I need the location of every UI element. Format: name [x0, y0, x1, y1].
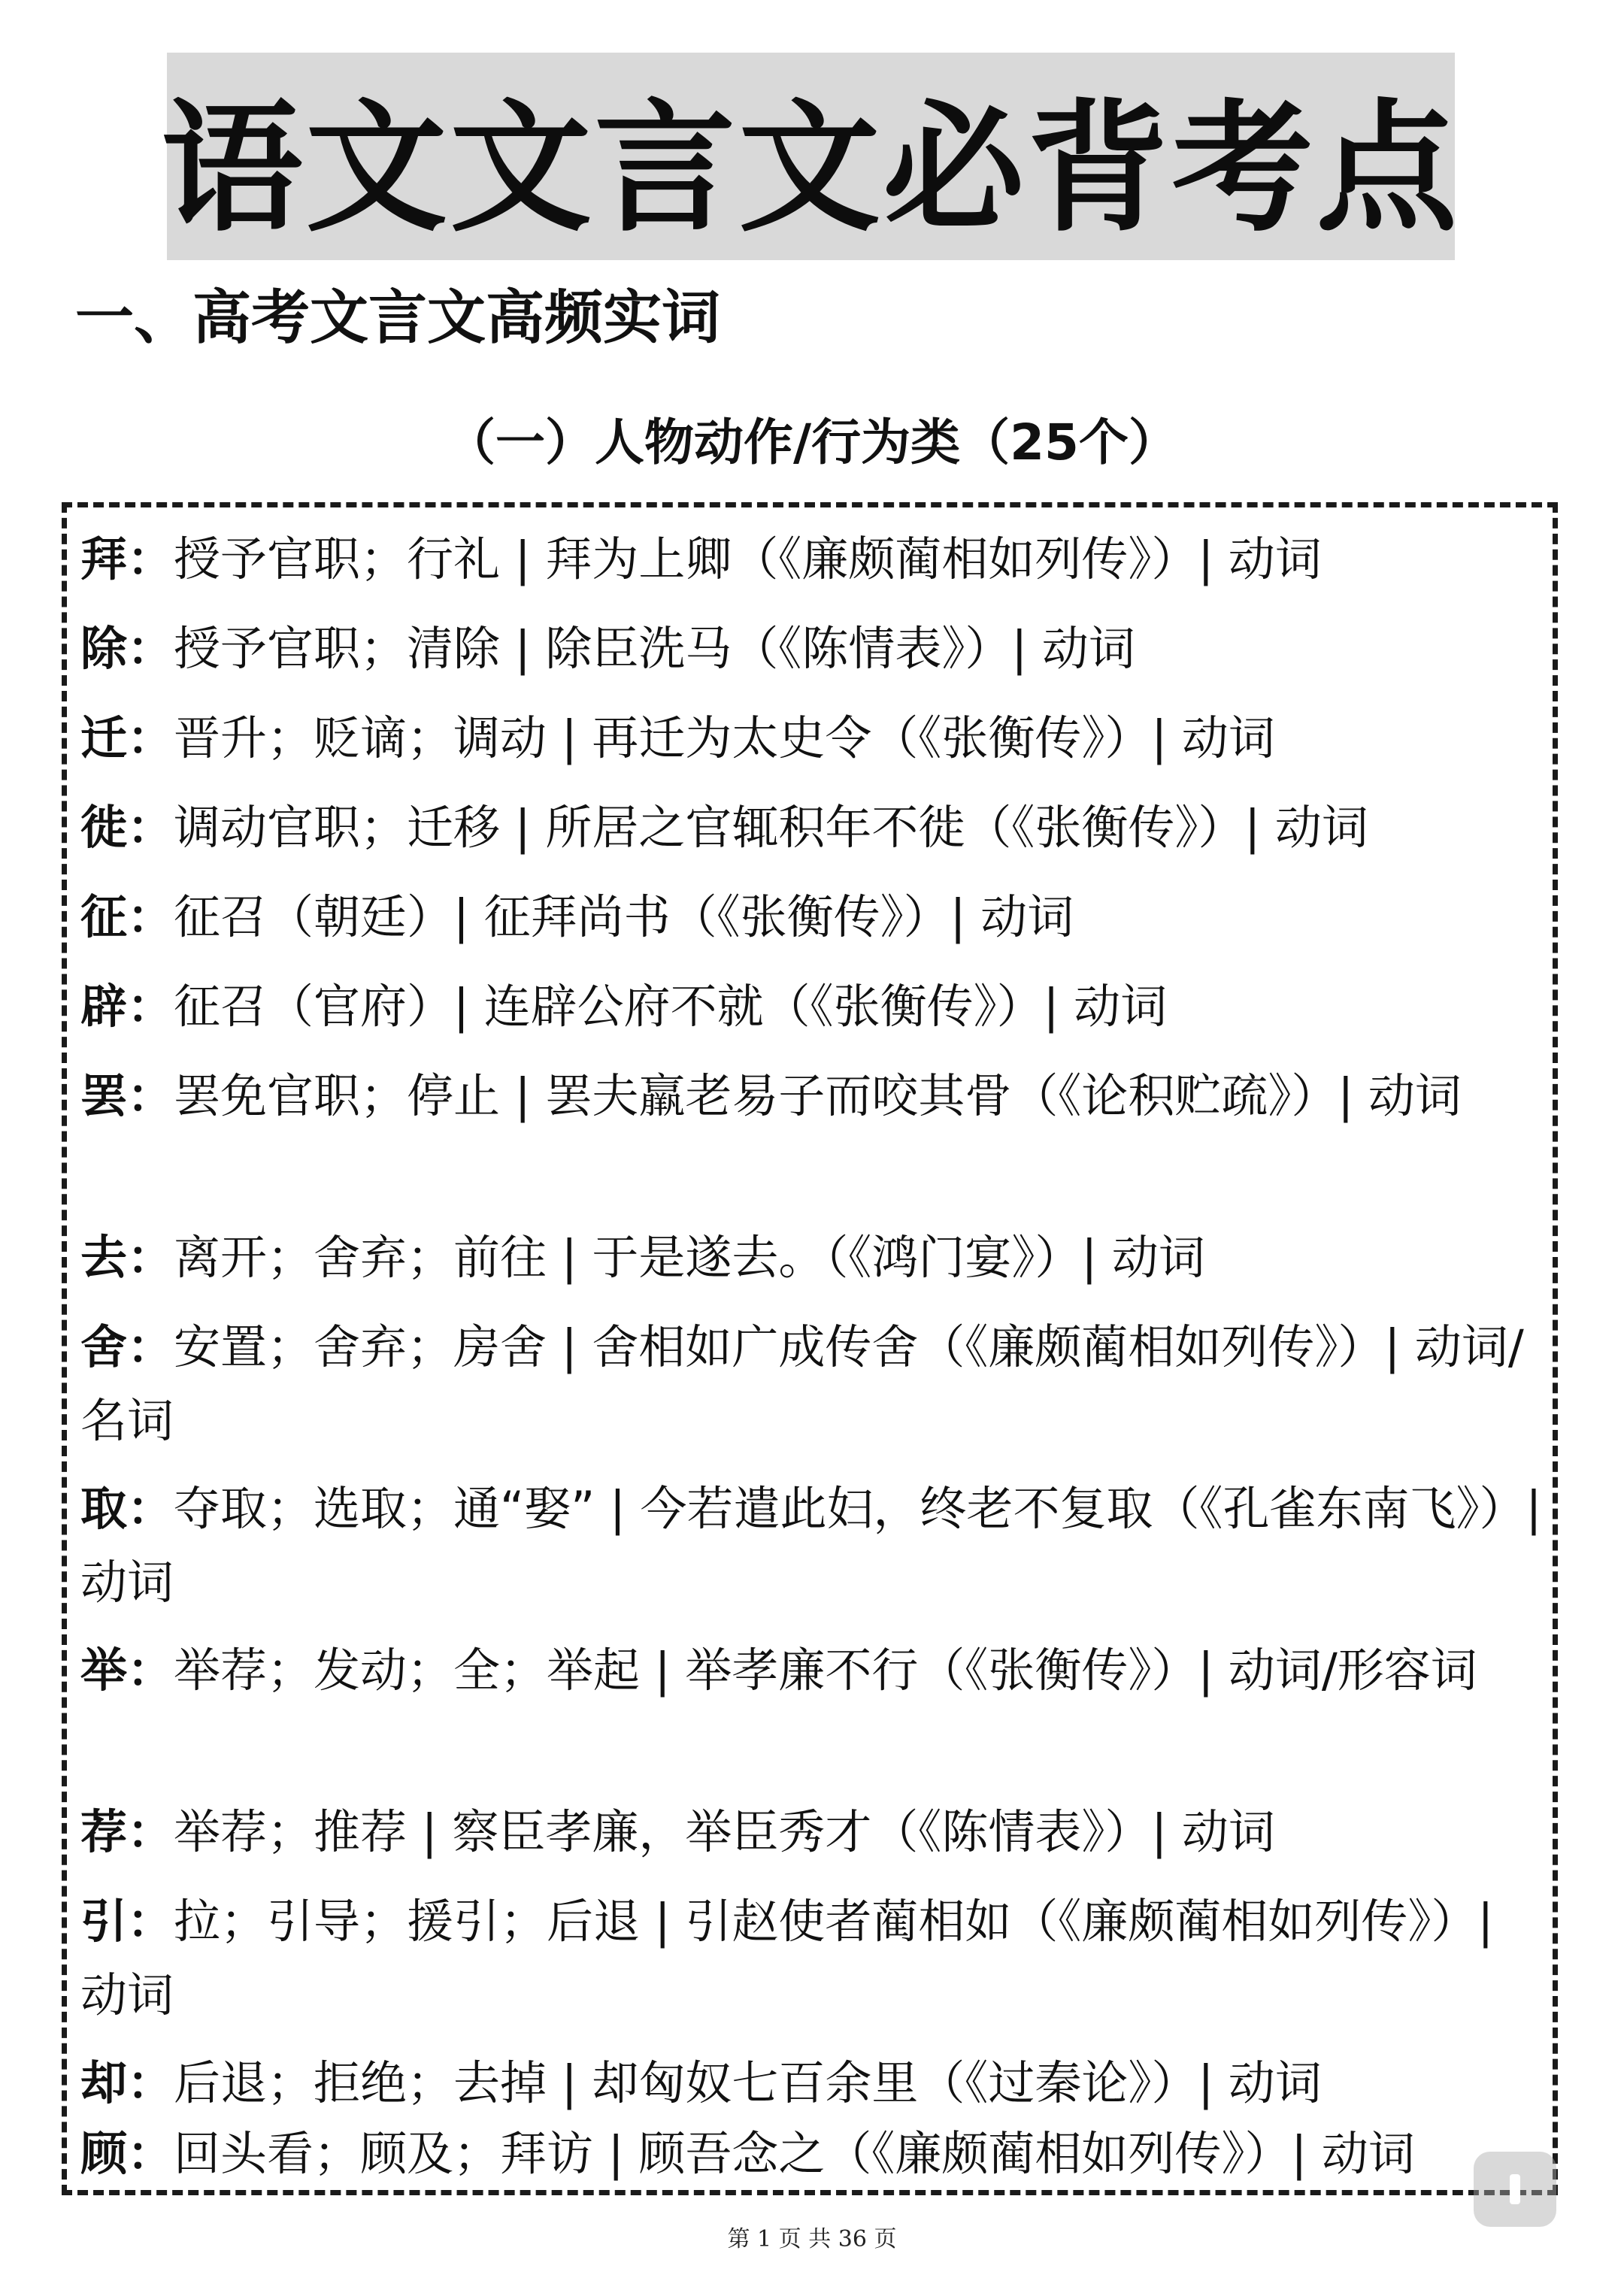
entry-item: [80, 1472, 1547, 1619]
entry-term: 顾：: [80, 2126, 174, 2181]
entry-term: 舍：: [80, 1319, 174, 1374]
entry-item: [80, 1634, 1547, 1707]
entry-definition: 离开；舍弃；前往 | 于是遂去。（《鸿门宴》）| 动词: [174, 1230, 1205, 1285]
entry-definition: 后退；拒绝；去掉 | 却匈奴七百余里（《过秦论》）| 动词: [174, 2055, 1322, 2110]
badge-icon: [1510, 2174, 1520, 2204]
section-heading: 一、高考文言文高频实词: [75, 284, 721, 352]
entry-term: 除：: [80, 621, 174, 676]
entries-box: [62, 502, 1558, 2195]
entry-definition: 征召（官府）| 连辟公府不就（《张衡传》）| 动词: [174, 979, 1168, 1034]
entry-term: 取：: [80, 1481, 174, 1536]
entry-item: [80, 523, 1547, 596]
entry-definition: 夺取；选取；通“娶” | 今若遣此妇，终老不复取（《孔雀东南飞》）| 动词: [80, 1481, 1542, 1610]
entry-definition: 举荐；发动；全；举起 | 举孝廉不行（《张衡传》）| 动词/形容词: [174, 1643, 1477, 1698]
entry-item: [80, 880, 1547, 954]
entry-item: [80, 791, 1547, 865]
entry-item: [80, 1885, 1547, 2032]
title-banner: [161, 53, 1461, 260]
entry-definition: 安置；舍弃；房舍 | 舍相如广成传舍（《廉颇蔺相如列传》）| 动词/名词: [80, 1319, 1524, 1448]
entry-item: [80, 2046, 1547, 2120]
entry-term: 引：: [80, 1894, 174, 1949]
entry-term: 征：: [80, 889, 174, 944]
page-number: 第 1 页 共 36 页: [727, 2226, 897, 2252]
entry-term: 拜：: [80, 532, 174, 586]
sub-heading: （一）人物动作/行为类（25个）: [446, 413, 1178, 471]
entry-item: [80, 2117, 1547, 2191]
entry-definition: 调动官职；迁移 | 所居之官辄积年不徙（《张衡传》）| 动词: [174, 800, 1368, 855]
entry-term: 迁：: [80, 710, 174, 765]
entry-item: [80, 1795, 1547, 1869]
page-title: 语文文言文必背考点: [161, 86, 1461, 251]
entry-term: 举：: [80, 1643, 174, 1698]
scroll-to-top-button[interactable]: [1474, 2152, 1556, 2227]
entry-definition: 罢免官职；停止 | 罢夫羸老易子而咬其骨（《论积贮疏》）| 动词: [174, 1068, 1462, 1123]
entry-term: 徙：: [80, 800, 174, 855]
entry-item: [80, 1310, 1547, 1458]
entry-definition: 授予官职；行礼 | 拜为上卿（《廉颇蔺相如列传》）| 动词: [174, 532, 1322, 586]
entry-term: 罢：: [80, 1068, 174, 1123]
entry-term: 去：: [80, 1230, 174, 1285]
entry-term: 荐：: [80, 1804, 174, 1859]
entry-item: [80, 701, 1547, 775]
entry-definition: 拉；引导；援引；后退 | 引赵使者蔺相如（《廉颇蔺相如列传》）| 动词: [80, 1894, 1494, 2022]
entry-definition: 征召（朝廷）| 征拜尚书（《张衡传》）| 动词: [174, 889, 1074, 944]
entry-definition: 举荐；推荐 | 察臣孝廉，举臣秀才（《陈情表》）| 动词: [174, 1804, 1275, 1859]
entry-item: [80, 1059, 1547, 1133]
entry-definition: 授予官职；清除 | 除臣洗马（《陈情表》）| 动词: [174, 621, 1135, 676]
entry-term: 辟：: [80, 979, 174, 1034]
entry-item: [80, 1221, 1547, 1295]
entry-item: [80, 970, 1547, 1043]
entry-item: [80, 612, 1547, 686]
entry-term: 却：: [80, 2055, 174, 2110]
entry-definition: 回头看；顾及；拜访 | 顾吾念之（《廉颇蔺相如列传》）| 动词: [174, 2126, 1415, 2181]
entry-definition: 晋升；贬谪；调动 | 再迁为太史令（《张衡传》）| 动词: [174, 710, 1275, 765]
